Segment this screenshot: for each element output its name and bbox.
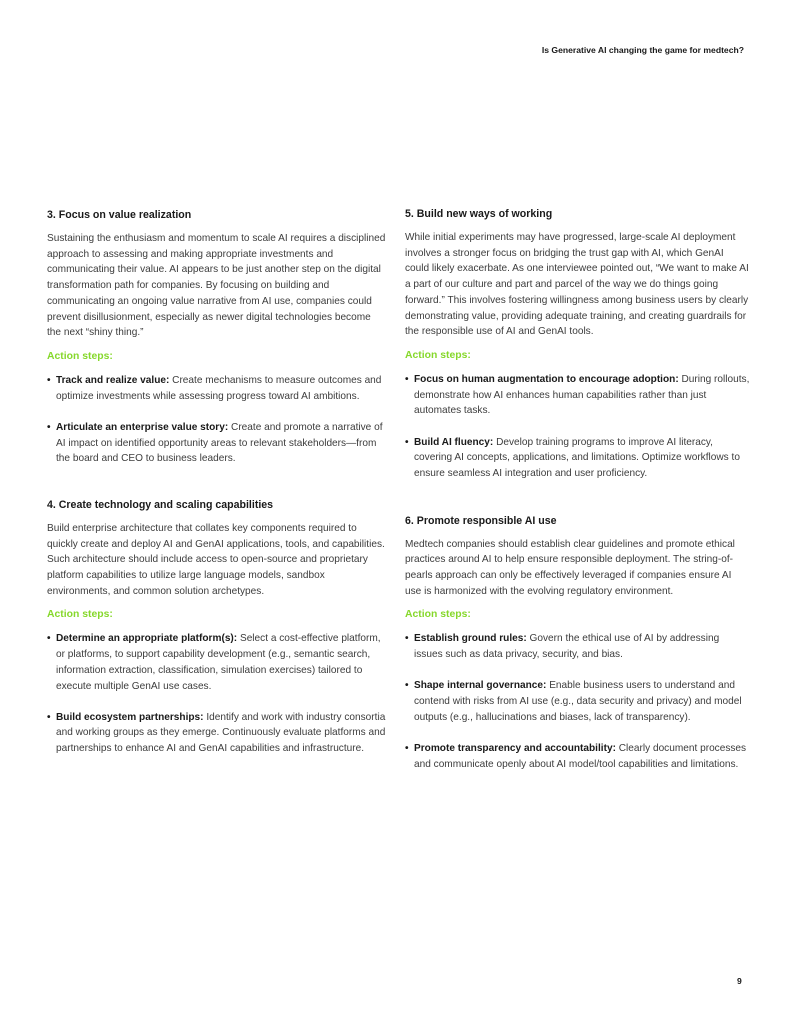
section-body: While initial experiments may have progressed, large-scale AI deployment involves a stronger focus on bridging the trust gap with AI, which GenAI could likely exacerbate. As one interviewee pointed out, “We want to make AI a part of our culture and part and parcel of the way we do things going forward.” This involves fostering willingness among business users by clearly demonstrating value, providing adequate training, and creating guardrails for the responsible use of AI and GenAI tools. [405, 232, 749, 338]
list-item [405, 435, 750, 482]
bullet-text: Enable business users to understand and contend with risks from AI use (e.g., data security and privacy) and model outputs (e.g., hallucinations and biases, lack of transparency). [414, 680, 742, 723]
left-column [47, 208, 387, 757]
action-steps-label: Action steps: [47, 350, 113, 362]
section-title: 4. Create technology and scaling capabilities [47, 498, 274, 511]
bullet-lead: Build AI fluency: [414, 436, 494, 448]
bullet-icon: • [47, 421, 51, 433]
list-item [47, 631, 387, 694]
bullet-icon: • [47, 711, 51, 723]
list-item [405, 678, 750, 725]
bullet-lead: Establish ground rules: [414, 633, 527, 645]
bullet-lead: Promote transparency and accountability: [414, 742, 616, 754]
action-steps-list [405, 631, 750, 772]
bullet-lead: Shape internal governance: [414, 680, 547, 692]
bullet-text: Develop training programs to improve AI literacy, covering AI concepts, applications, and limitations. Optimize workflows to ensure seamless AI integration and user proficiency. [414, 436, 740, 479]
bullet-lead: Focus on human augmentation to encourage adoption: [414, 373, 679, 385]
list-item [405, 741, 750, 772]
list-item [405, 631, 750, 662]
section-responsible-ai [405, 514, 750, 773]
bullet-icon: • [405, 680, 409, 692]
bullet-icon: • [405, 633, 409, 645]
bullet-text: Identify and work with industry consortia and working groups as they emerge. Continuously evaluate platforms and partnerships to enhance AI and GenAI capabilities and infrastructure. [56, 711, 386, 755]
section-body: Sustaining the enthusiasm and momentum to scale AI requires a disciplined approach to assessing and making appropriate investments and communicating their value. AI appears to be just another step on the digital transformation path for companies. By focusing on building and communicating an ongoing value narrative from AI use, companies could prevent disillusionment, especially as newer digital technologies become the next “shiny thing.” [47, 233, 386, 339]
bullet-text: Create mechanisms to measure outcomes and optimize investments while assessing progress toward AI ambitions. [56, 374, 382, 402]
section-new-ways-of-working [405, 207, 750, 482]
section-body: Medtech companies should establish clear guidelines and promote ethical practices around AI to help ensure responsible deployment. The string-of-pearls approach can only be effectively leveraged if companies ensure AI use is harmonized with the evolving regulatory environment. [405, 538, 735, 597]
list-item [47, 420, 387, 467]
list-item [47, 710, 387, 757]
bullet-icon: • [405, 742, 409, 754]
list-item [405, 372, 750, 419]
bullet-lead: Track and realize value: [56, 374, 170, 386]
bullet-text: During rollouts, demonstrate how AI enhances human capabilities rather than just automates tasks. [414, 373, 750, 417]
action-steps-label: Action steps: [405, 609, 471, 621]
section-title: 3. Focus on value realization [47, 209, 192, 221]
bullet-text: Create and promote a narrative of AI impact on identified opportunity areas to relevant stakeholders—from the board and CEO to business leaders. [56, 421, 383, 465]
action-steps-list [405, 372, 750, 482]
section-technology-scaling [47, 498, 387, 757]
page-number: 9 [737, 976, 742, 986]
action-steps-label: Action steps: [47, 609, 113, 621]
bullet-text: Select a cost-effective platform, or platforms, to support capability development (e.g., semantic search, information extraction, classification, simulation exercises) tailored to execute multiple GenAI use cases. [56, 633, 381, 692]
bullet-icon: • [405, 436, 409, 448]
bullet-text: Govern the ethical use of AI by addressing issues such as data privacy, security, and bias. [414, 633, 720, 661]
section-title: 5. Build new ways of working [405, 208, 553, 220]
list-item [47, 373, 387, 404]
running-header: Is Generative AI changing the game for medtech? [541, 45, 744, 55]
section-title: 6. Promote responsible AI use [405, 514, 557, 527]
action-steps-list [47, 373, 387, 467]
section-value-realization [47, 208, 387, 467]
right-column [405, 207, 750, 772]
bullet-lead: Articulate an enterprise value story: [56, 421, 229, 433]
bullet-icon: • [47, 374, 51, 386]
bullet-icon: • [405, 373, 409, 385]
bullet-text: Clearly document processes and communicate openly about AI model/tool capabilities and limitations. [414, 742, 747, 770]
section-body: Build enterprise architecture that collates key components required to quickly create and deploy AI and GenAI applications, tools, and capabilities. Such architecture should include access to open-source and proprietary platform capabilities to utilize large language models, sandbox environments, and common solution archetypes. [47, 522, 385, 597]
action-steps-list [47, 631, 387, 756]
action-steps-label: Action steps: [405, 349, 471, 361]
bullet-lead: Determine an appropriate platform(s): [56, 633, 238, 645]
bullet-icon: • [47, 633, 51, 645]
bullet-lead: Build ecosystem partnerships: [56, 711, 204, 723]
